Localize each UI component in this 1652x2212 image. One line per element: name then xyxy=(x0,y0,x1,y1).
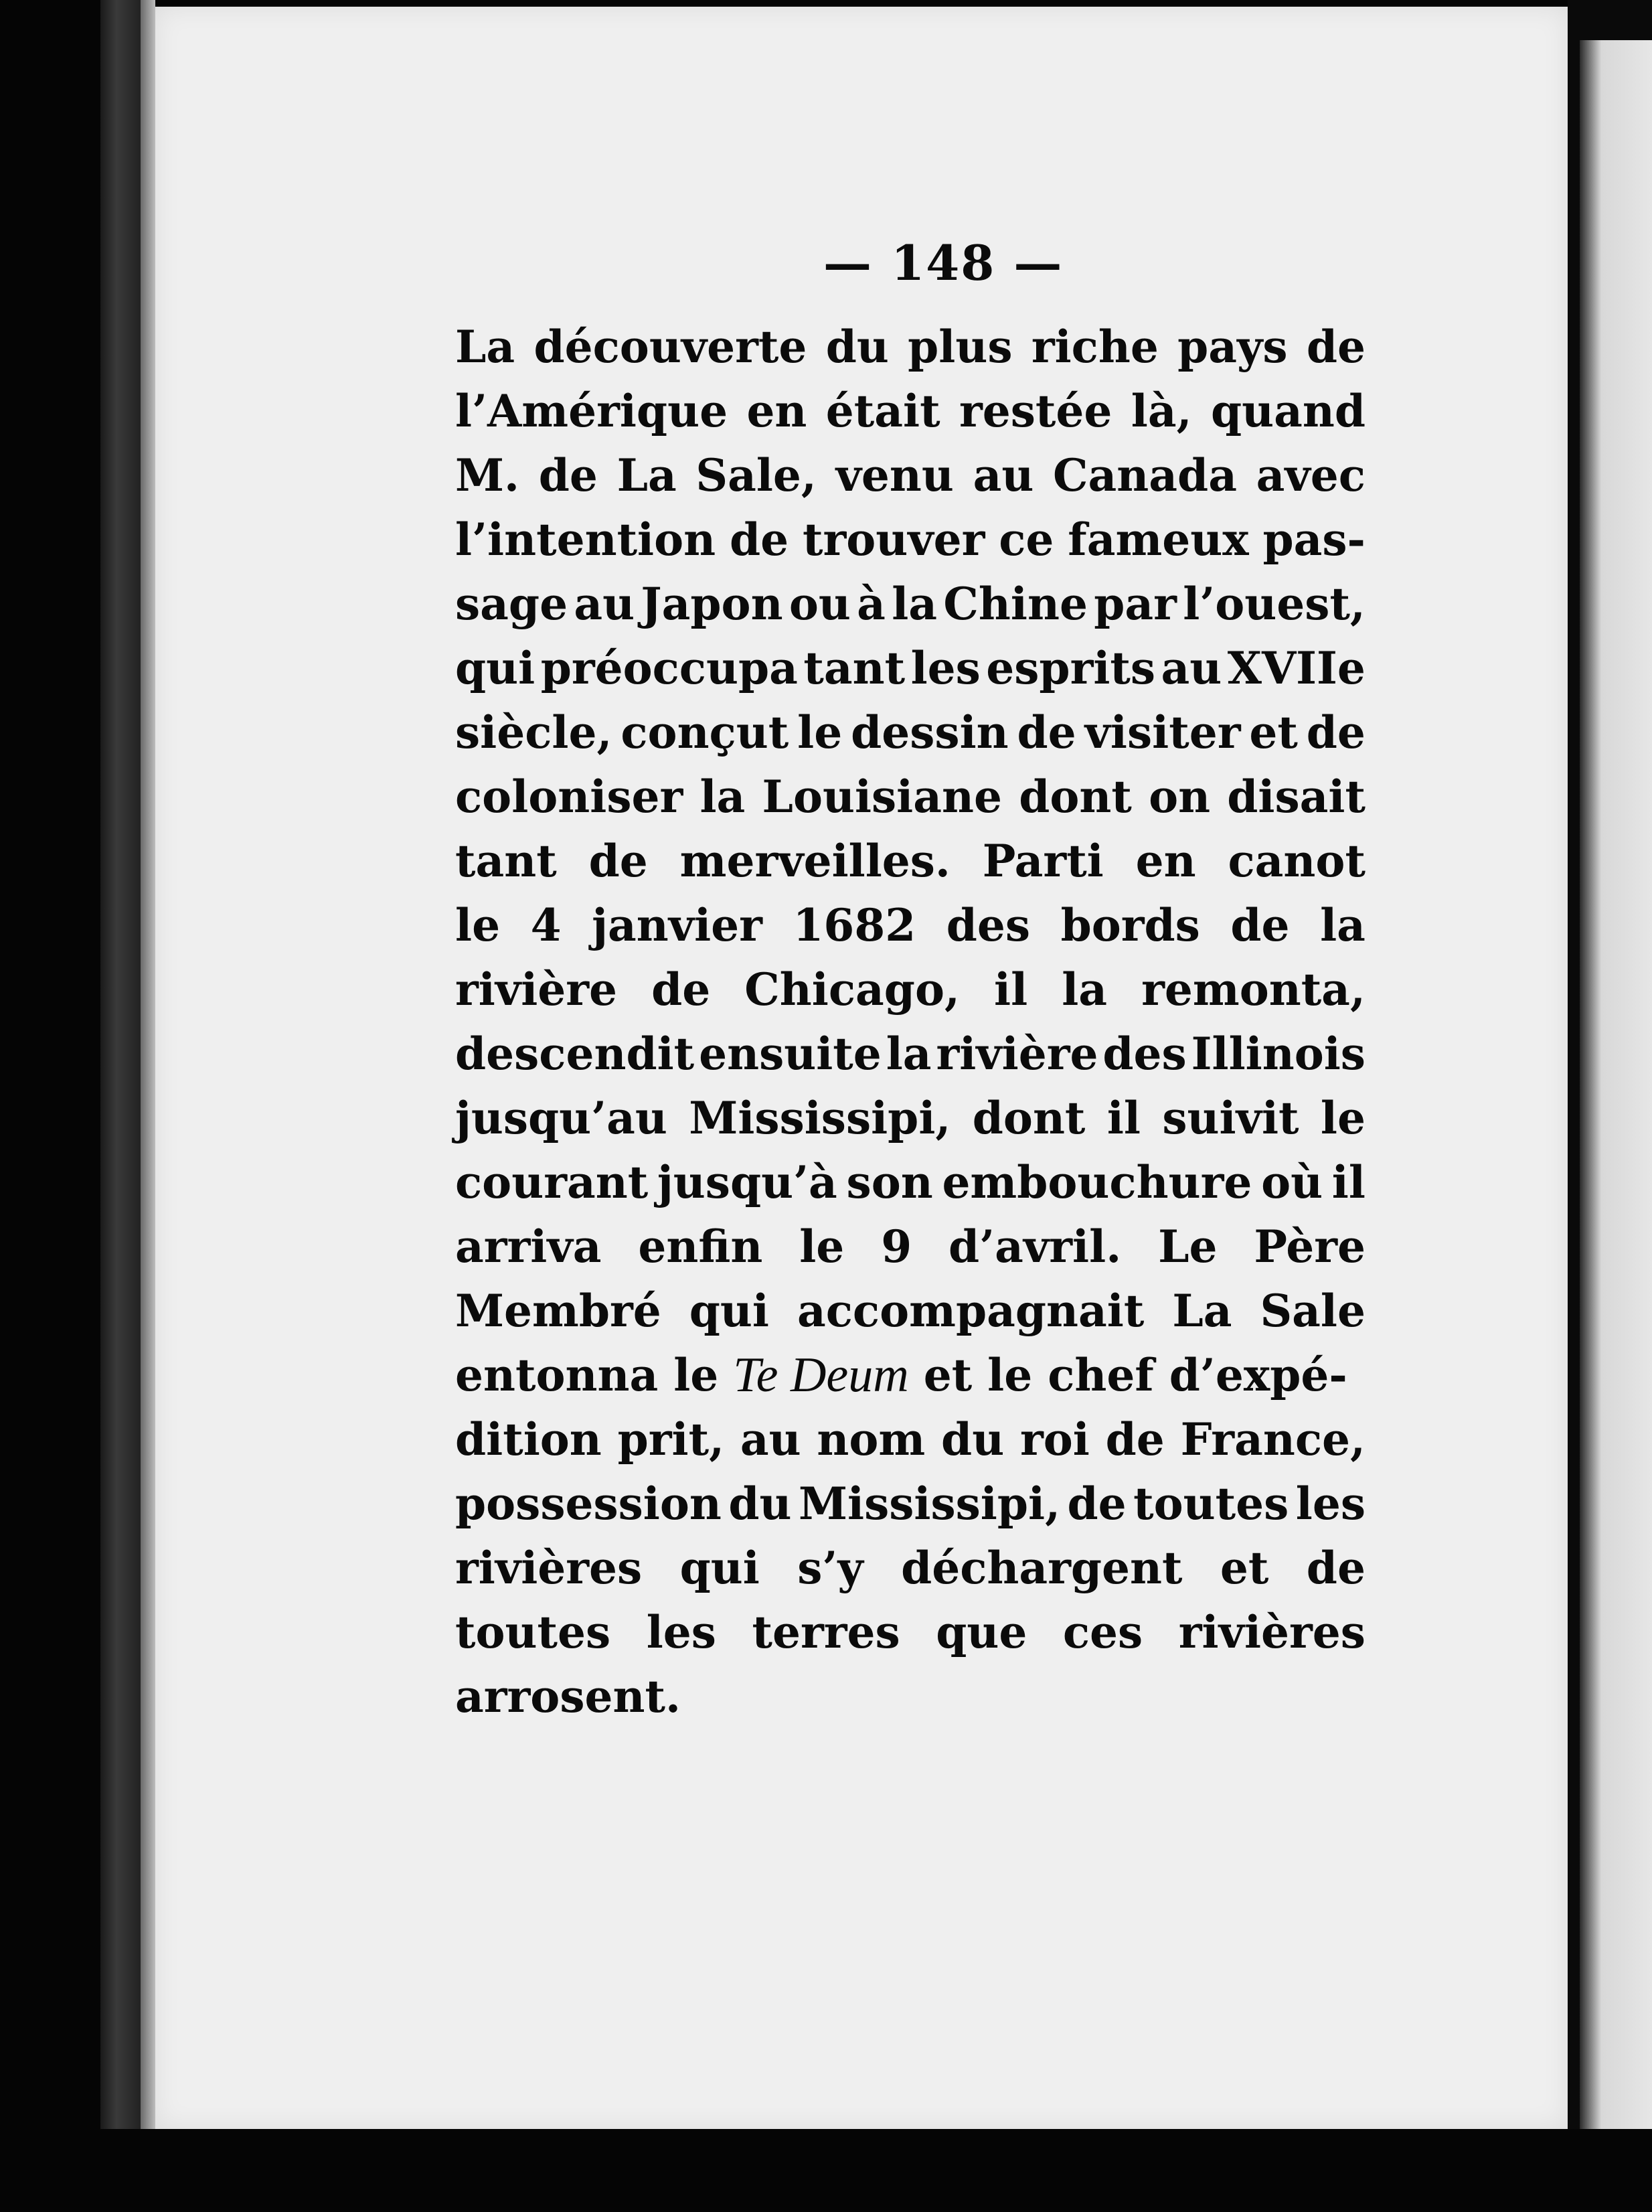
book-spine xyxy=(100,0,141,2142)
text-line: tant de merveilles. Parti en canot xyxy=(455,835,1366,887)
text-line: arriva enfin le 9 d’avril. Le Père xyxy=(455,1220,1366,1273)
text-line: qui préoccupa tant les esprits au XVIIe xyxy=(455,642,1366,694)
text-line: le 4 janvier 1682 des bords de la xyxy=(455,899,1366,951)
italic-title: Te Deum xyxy=(733,1348,909,1403)
text-segment: et le chef d’expé- xyxy=(923,1349,1347,1401)
text-line: l’Amérique en était restée là, quand xyxy=(455,385,1366,437)
facing-page-edge xyxy=(1580,40,1652,2183)
text-line: jusqu’au Mississipi, dont il suivit le xyxy=(455,1092,1366,1144)
text-line: siècle, conçut le dessin de visiter et de xyxy=(455,706,1366,759)
page-edge-left xyxy=(141,0,155,2142)
text-line: possession du Mississipi, de toutes les xyxy=(455,1478,1366,1530)
text-line: toutes les terres que ces rivières xyxy=(455,1606,1366,1658)
text-line-mixed xyxy=(455,1343,1366,1407)
text-line: La découverte du plus riche pays de xyxy=(455,321,1366,373)
text-line: rivières qui s’y déchargent et de xyxy=(455,1542,1366,1594)
body-text xyxy=(455,315,1366,1729)
text-line: arrosent. xyxy=(455,1670,681,1723)
text-line: l’intention de trouver ce fameux pas- xyxy=(455,514,1366,566)
text-line: descendit ensuite la rivière des Illinois xyxy=(455,1028,1366,1080)
text-line: sage au Japon ou à la Chine par l’ouest, xyxy=(455,578,1366,630)
text-line: courant jusqu’à son embouchure où il xyxy=(455,1156,1366,1208)
text-line: dition prit, au nom du roi de France, xyxy=(455,1413,1366,1466)
text-line: Membré qui accompagnait La Sale xyxy=(455,1285,1366,1337)
text-line: M. de La Sale, venu au Canada avec xyxy=(455,449,1366,501)
scan-border-bottom xyxy=(0,2129,1652,2212)
text-line: coloniser la Louisiane dont on disait xyxy=(455,771,1366,823)
text-segment: entonna le xyxy=(455,1349,719,1401)
page-number: — 148 — xyxy=(823,234,1064,291)
text-line: rivière de Chicago, il la remonta, xyxy=(455,963,1366,1016)
